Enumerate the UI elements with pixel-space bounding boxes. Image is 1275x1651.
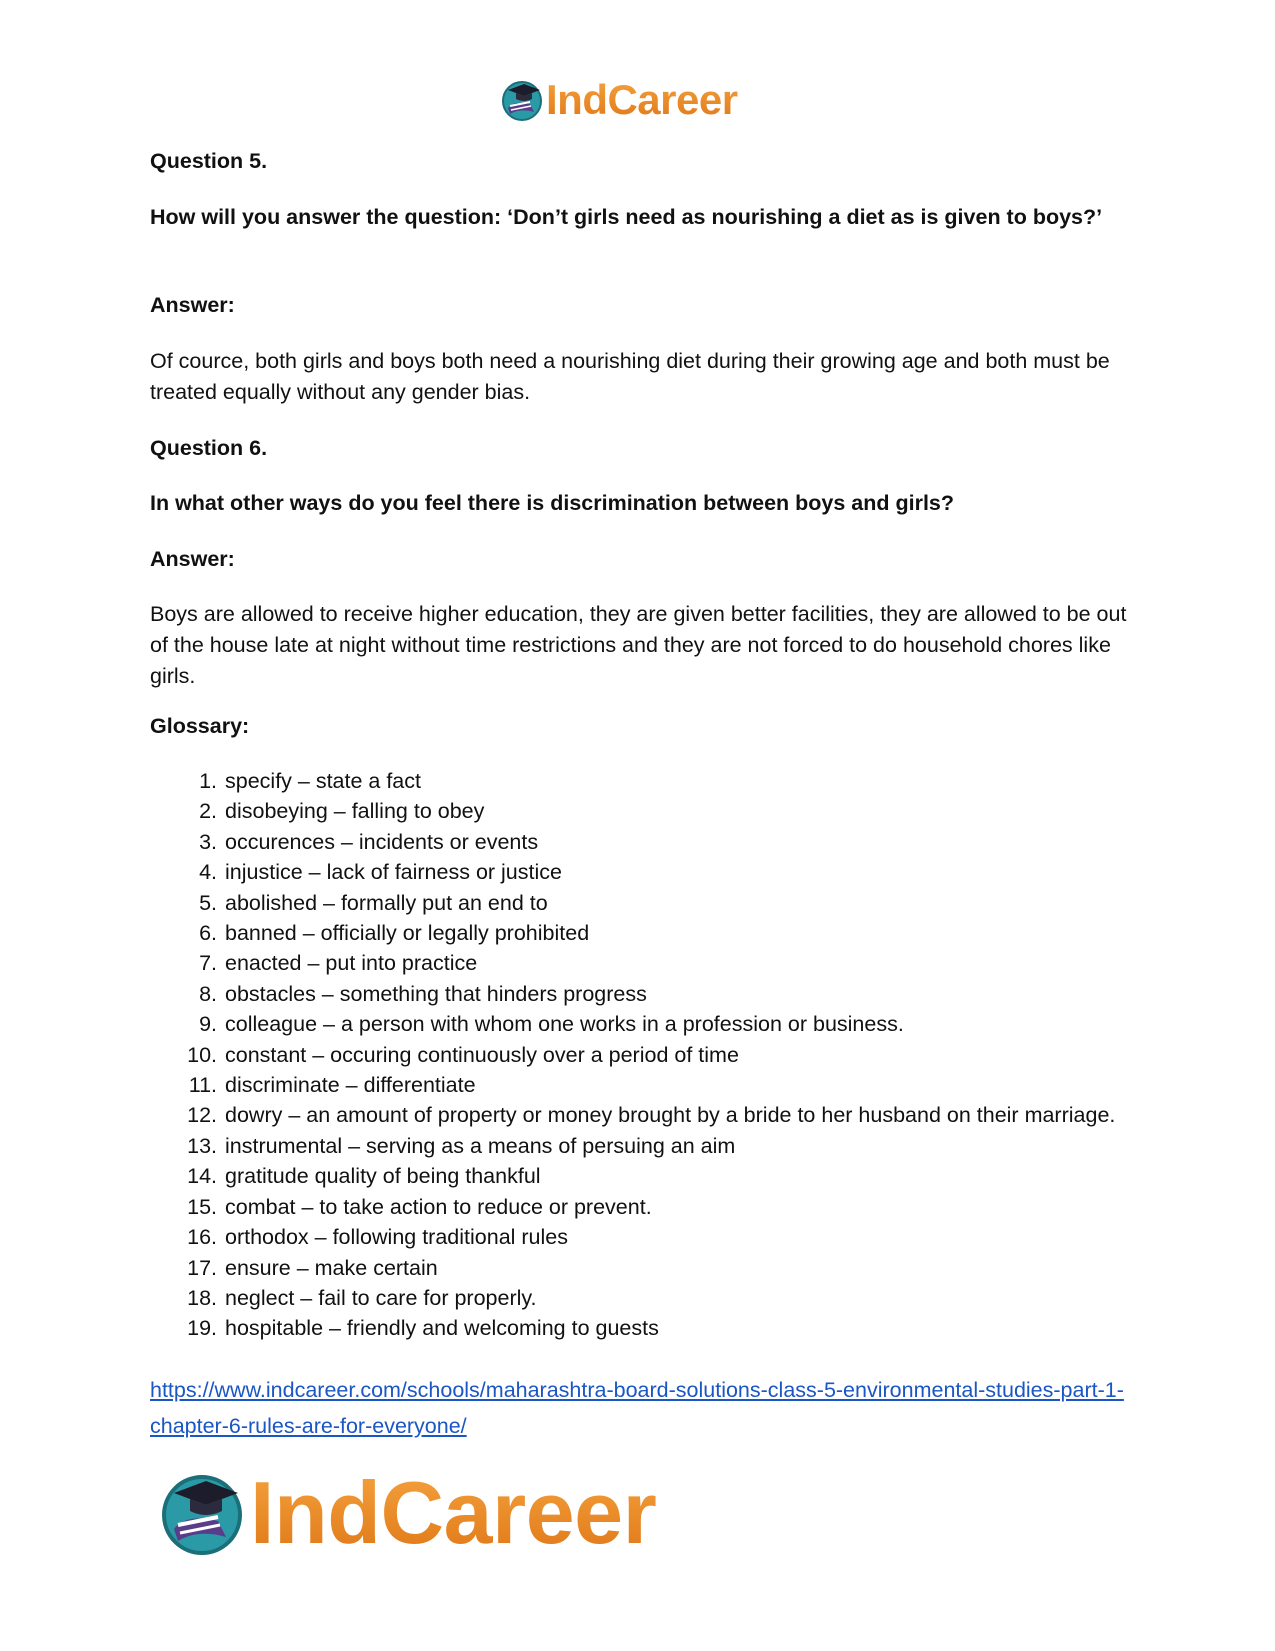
- glossary-item: [150, 1313, 1130, 1343]
- answer-5-label: Answer:: [150, 293, 235, 317]
- glossary-item-text: instrumental – serving as a means of persuing an aim: [225, 1133, 736, 1158]
- glossary-item-text: enacted – put into practice: [225, 951, 478, 976]
- glossary-item-number: 19.: [187, 1316, 217, 1341]
- answer-6-label: Answer:: [150, 547, 235, 571]
- glossary-item-text: colleague – a person with whom one works in a profession or business.: [225, 1012, 904, 1037]
- glossary-item: [150, 1009, 1130, 1039]
- glossary-item-number: 17.: [187, 1255, 217, 1280]
- glossary-item-text: injustice – lack of fairness or justice: [225, 860, 562, 885]
- glossary-item-text: abolished – formally put an end to: [225, 890, 548, 915]
- glossary-item-text: gratitude quality of being thankful: [225, 1164, 541, 1189]
- glossary-item: [150, 766, 1130, 796]
- question-5-text: How will you answer the question: ‘Don’t girls need as nourishing a diet as is given to boys?’: [150, 205, 1103, 229]
- glossary-item-number: 15.: [187, 1194, 217, 1219]
- globe-graduate-icon: [158, 1469, 246, 1557]
- glossary-item-number: 1.: [199, 769, 217, 793]
- glossary-item-number: 4.: [199, 860, 217, 885]
- glossary-item-number: 2.: [199, 799, 217, 824]
- glossary-item-text: occurences – incidents or events: [225, 829, 539, 854]
- source-link[interactable]: https://www.indcareer.com/schools/maharashtra-board-solutions-class-5-environmental-studies-part-1-chapter-6-rules-are-for-everyone/: [150, 1378, 1124, 1438]
- glossary-item: [150, 1040, 1130, 1070]
- glossary-item-number: 10.: [187, 1042, 217, 1067]
- glossary-item: [150, 1131, 1130, 1161]
- glossary-item-number: 14.: [187, 1164, 217, 1189]
- glossary-item-text: disobeying – falling to obey: [225, 799, 485, 824]
- glossary-item: [150, 1070, 1130, 1100]
- glossary-item-number: 6.: [199, 921, 217, 946]
- glossary-item-number: 12.: [187, 1103, 217, 1128]
- footer-logo: [158, 1463, 657, 1562]
- glossary-item-number: 18.: [187, 1285, 217, 1310]
- glossary-item-text: obstacles – something that hinders progress: [225, 981, 647, 1006]
- glossary-item: [150, 888, 1130, 918]
- glossary-item-number: 16.: [187, 1225, 217, 1250]
- glossary-item: [150, 948, 1130, 978]
- glossary-item-number: 13.: [187, 1133, 217, 1158]
- glossary-item-text: ensure – make certain: [225, 1255, 438, 1280]
- glossary-item-number: 8.: [199, 981, 217, 1006]
- answer-5-text: Of cource, both girls and boys both need a nourishing diet during their growing age and both must be treated equally without any gender bias.: [150, 349, 1110, 404]
- glossary-list: [150, 766, 1130, 1344]
- glossary-heading: Glossary:: [150, 714, 250, 738]
- glossary-item: [150, 1100, 1130, 1130]
- header-logo: [500, 78, 738, 122]
- glossary-item-text: orthodox – following traditional rules: [225, 1225, 569, 1250]
- glossary-item: [150, 918, 1130, 948]
- glossary-item-text: dowry – an amount of property or money brought by a bride to her husband on their marriage.: [225, 1103, 1116, 1128]
- answer-6-text: Boys are allowed to receive higher education, they are given better facilities, they are allowed to be out of the house late at night without time restrictions and they are not forced to do household chores like girls.: [150, 602, 1127, 688]
- glossary-item-number: 11.: [188, 1073, 217, 1098]
- glossary-item: [150, 1161, 1130, 1191]
- glossary-item-text: neglect – fail to care for properly.: [225, 1285, 537, 1310]
- glossary-item-text: hospitable – friendly and welcoming to guests: [225, 1316, 659, 1341]
- glossary-item: [150, 857, 1130, 887]
- question-5-label: Question 5.: [150, 149, 268, 173]
- glossary-item-text: discriminate – differentiate: [225, 1073, 476, 1098]
- glossary-item-number: 7.: [199, 951, 217, 976]
- globe-graduate-icon: [500, 78, 544, 122]
- glossary-item: [150, 1253, 1130, 1283]
- glossary-item: [150, 1283, 1130, 1313]
- question-6-label: Question 6.: [150, 436, 268, 460]
- glossary-item-text: specify – state a fact: [225, 769, 421, 793]
- brand-name: IndCareer: [250, 1463, 657, 1562]
- glossary-item-text: constant – occuring continuously over a period of time: [225, 1042, 739, 1067]
- glossary-item-number: 5.: [199, 890, 217, 915]
- brand-name: IndCareer: [546, 76, 738, 123]
- glossary-item: [150, 1192, 1130, 1222]
- glossary-item: [150, 979, 1130, 1009]
- glossary-item: [150, 827, 1130, 857]
- glossary-item-number: 9.: [199, 1012, 217, 1037]
- glossary-item-number: 3.: [199, 829, 217, 854]
- glossary-item: [150, 796, 1130, 826]
- glossary-item-text: banned – officially or legally prohibited: [225, 921, 590, 946]
- glossary-item: [150, 1222, 1130, 1252]
- glossary-item-text: combat – to take action to reduce or prevent.: [225, 1194, 652, 1219]
- question-6-text: In what other ways do you feel there is discrimination between boys and girls?: [150, 491, 955, 515]
